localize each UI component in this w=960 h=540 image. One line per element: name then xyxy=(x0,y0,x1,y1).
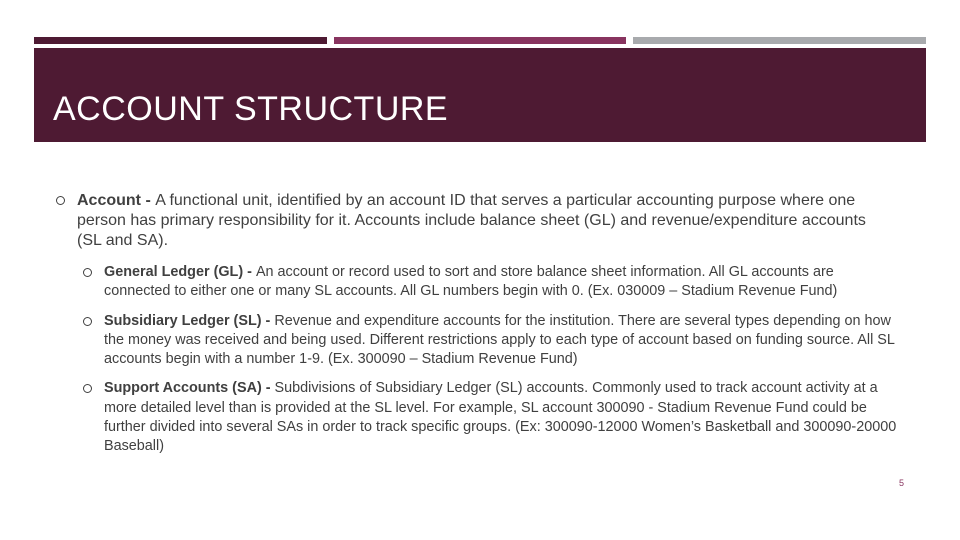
sub-bullet-list xyxy=(56,263,906,457)
circle-bullet-icon xyxy=(83,384,92,393)
title-band xyxy=(34,48,926,142)
bullet-term: Subsidiary Ledger (SL) - xyxy=(104,312,275,329)
bullet-text: Revenue and expenditure accounts for the institution. There are several types depending on how the money was received and being used. Different restrictions apply to each type of account based on funding source. All SL accounts begin with a number 1-9. (Ex. 300090 – Stadium Revenue Fund) xyxy=(104,312,895,368)
accent-bar-left xyxy=(34,37,327,44)
circle-bullet-icon xyxy=(83,268,92,277)
bullet-term: General Ledger (GL) - xyxy=(104,264,256,280)
bullet-term: Account - xyxy=(77,192,156,209)
bullet-text: Subdivisions of Subsidiary Ledger (SL) accounts. Commonly used to track account activity at a more detailed level than is provided at the SL level. For example, SL account 300090 - Stadium Revenue Fund could be further divided into several SAs in order to track specific groups. (Ex: 300090-12000 Women’s Basketball and 300090-20000 Baseball) xyxy=(104,380,897,455)
bullet-subsidiary-ledger xyxy=(83,312,904,370)
bullet-text: An account or record used to sort and store balance sheet information. All GL accounts are connected to either one or many SL accounts. All GL numbers begin with 0. (Ex. 030009 – Stadium Revenue Fund) xyxy=(104,264,838,300)
bullet-general-ledger xyxy=(83,263,904,302)
slide-content xyxy=(56,191,906,467)
accent-bar-right xyxy=(633,37,926,44)
bullet-term: Support Accounts (SA) - xyxy=(104,380,275,397)
circle-bullet-icon xyxy=(83,317,92,326)
bullet-account xyxy=(56,191,877,251)
circle-bullet-icon xyxy=(56,196,65,205)
bullet-text: A functional unit, identified by an account ID that serves a particular accounting purpose where one person has primary responsibility for it. Accounts include balance sheet (GL) and revenue/expenditure accounts (SL and SA). xyxy=(77,192,866,249)
page-number: 5 xyxy=(899,478,905,488)
accent-bar-middle xyxy=(334,37,626,44)
bullet-support-accounts xyxy=(83,379,904,456)
slide-title: ACCOUNT STRUCTURE xyxy=(53,90,449,128)
